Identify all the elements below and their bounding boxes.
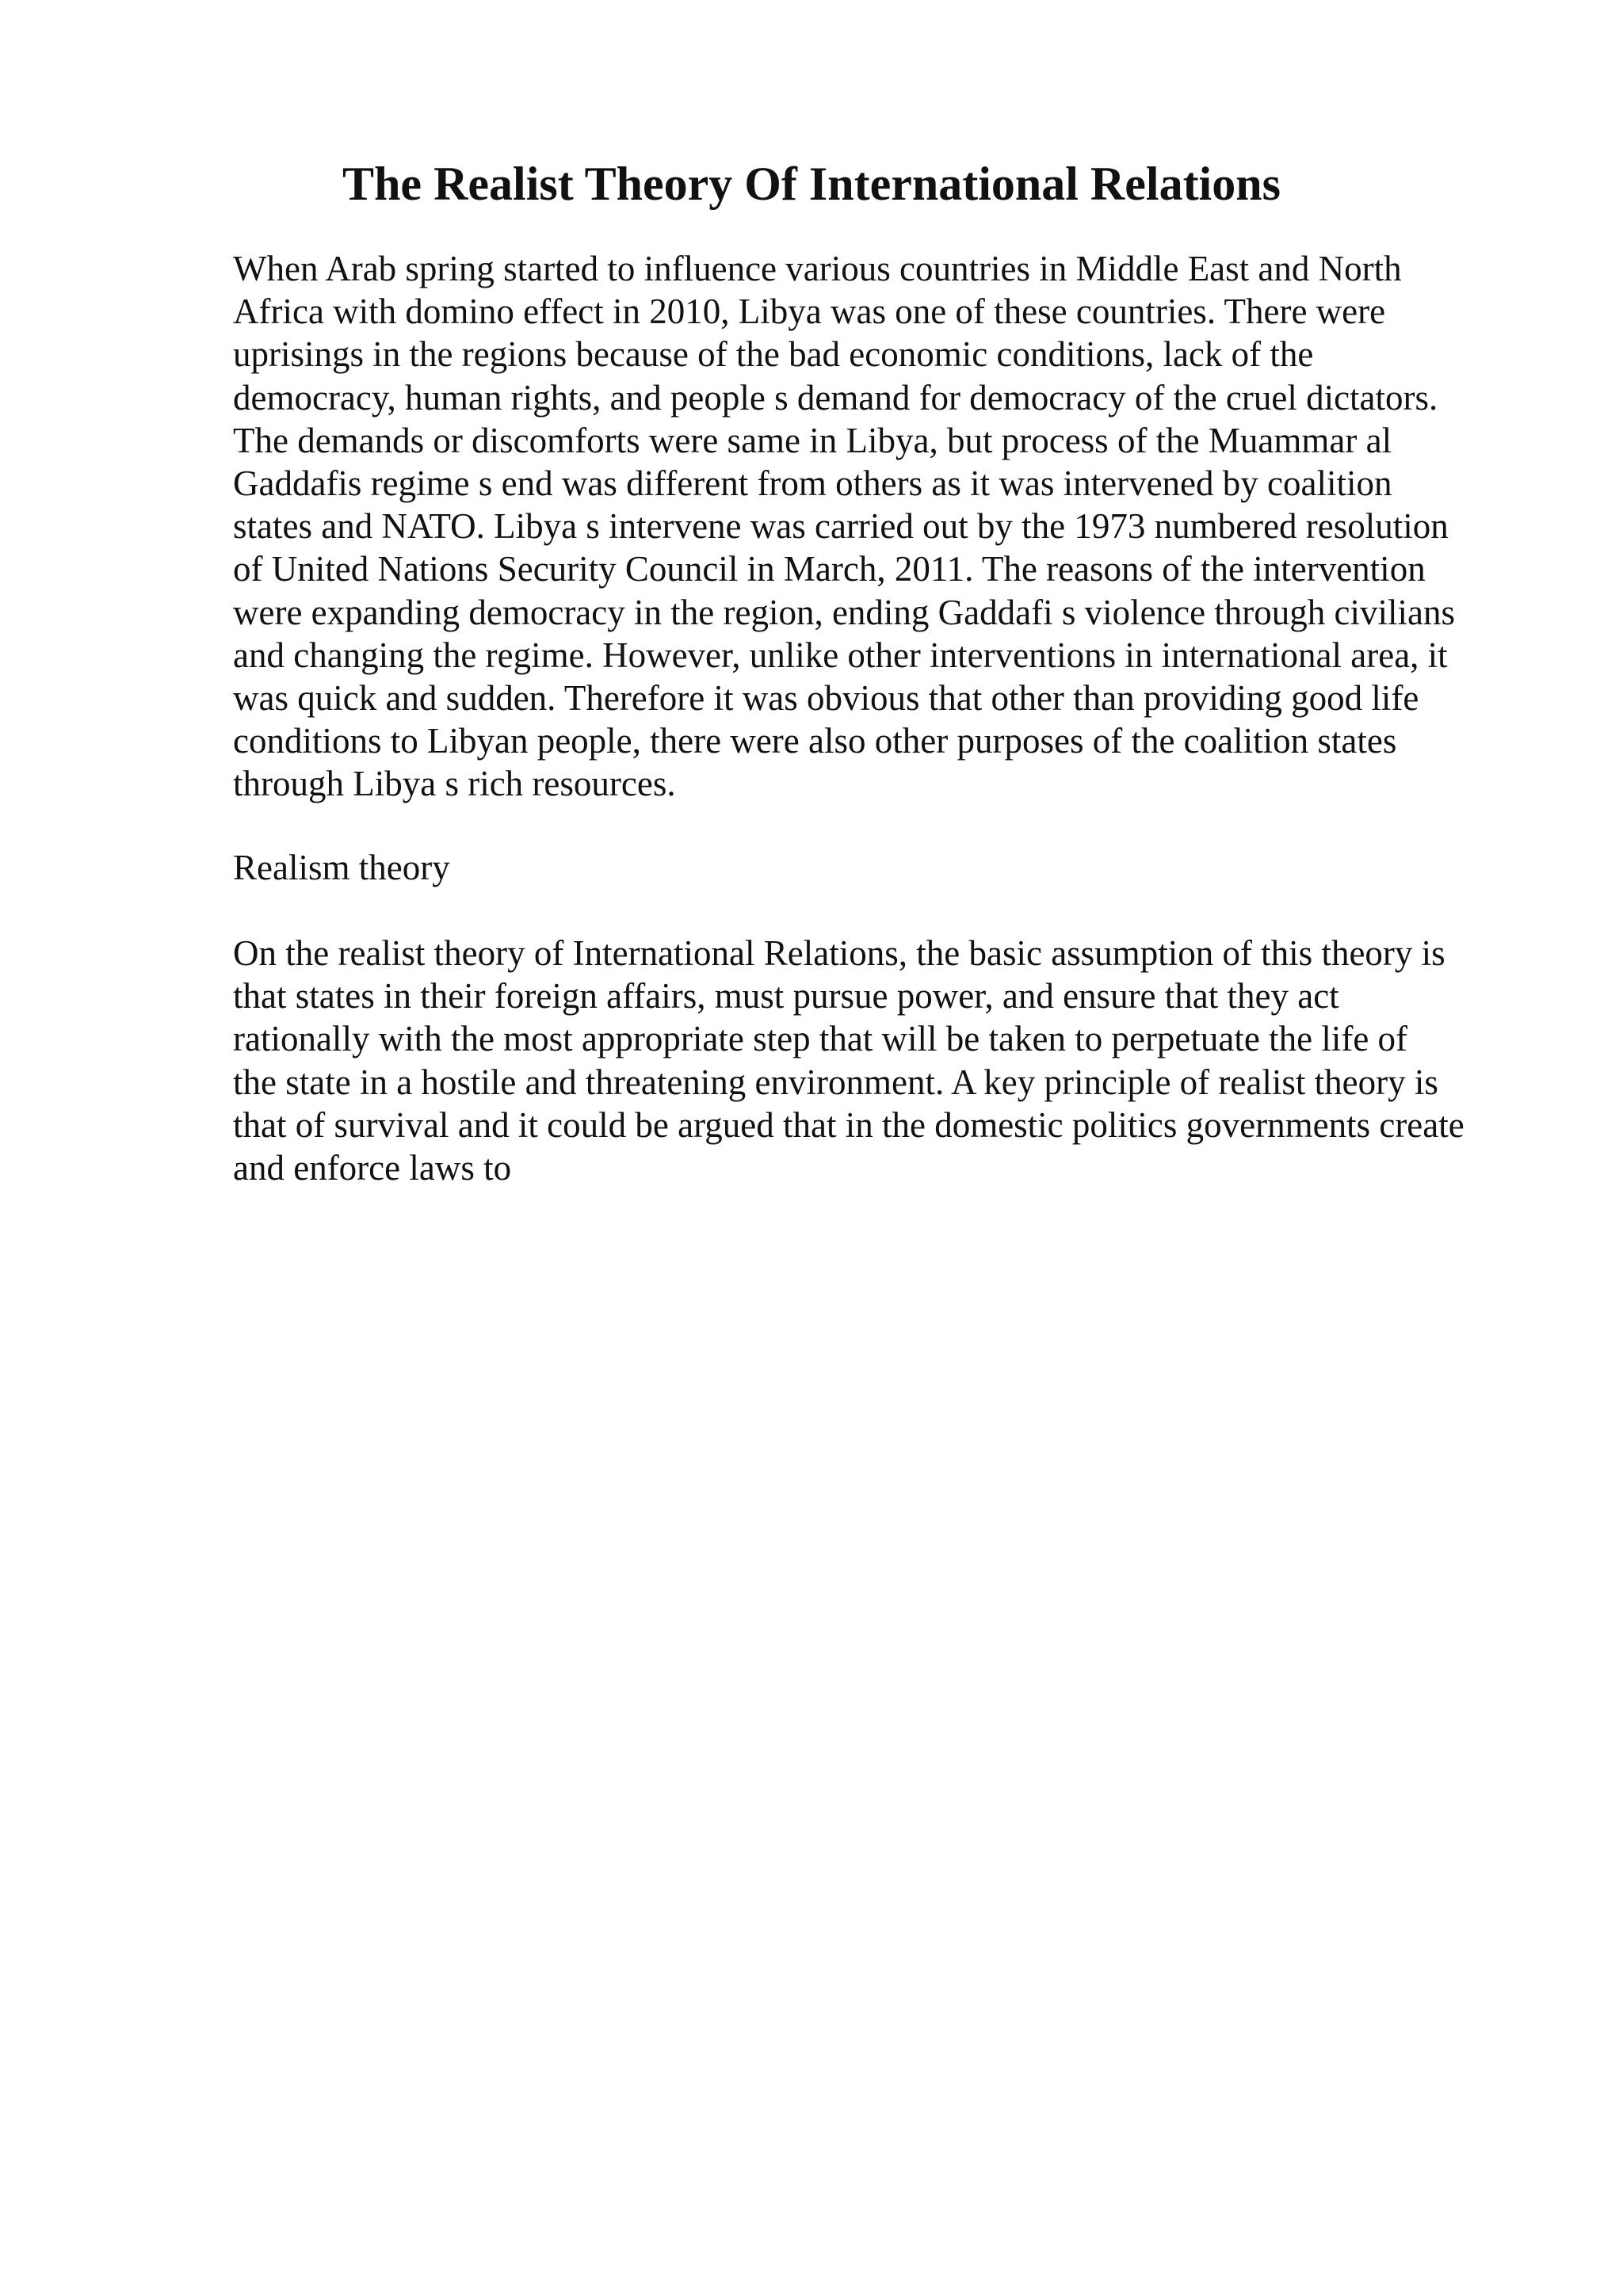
paragraph-line: states and NATO. Libya s intervene was carried out by the 1973 numbered resolution [233,506,1449,547]
document-title: The Realist Theory Of International Relations [342,158,1281,210]
section-heading-text: Realism theory [233,848,450,887]
paragraph-line: and enforce laws to [233,1148,512,1188]
paragraph-line: that states in their foreign affairs, must pursue power, and ensure that they act [233,976,1339,1016]
paragraph-line: When Arab spring started to influence various countries in Middle East and North [233,249,1402,288]
paragraph-line: rationally with the most appropriate step that will be taken to perpetuate the life of [233,1019,1408,1059]
paragraph-line: were expanding democracy in the region, ending Gaddafi s violence through civilians [233,592,1455,632]
section-heading [233,846,1521,889]
paragraph-line: through Libya s rich resources. [233,764,676,804]
paragraph-line: Gaddafis regime s end was different from others as it was intervened by coalition [233,463,1392,504]
paragraph-line: conditions to Libyan people, there were also other purposes of the coalition states [233,721,1397,761]
realism-paragraph [233,932,1521,1189]
paragraph-line: was quick and sudden. Therefore it was obvious that other than providing good life [233,678,1419,719]
paragraph-line: Africa with domino effect in 2010, Libya was one of these countries. There were [233,292,1386,332]
paragraph-line: the state in a hostile and threatening environment. A key principle of realist theory is [233,1062,1438,1102]
paragraph-line: On the realist theory of International Relations, the basic assumption of this theory is [233,933,1445,973]
paragraph-line: of United Nations Security Council in March, 2011. The reasons of the intervention [233,549,1426,589]
paragraph-line: democracy, human rights, and people s demand for democracy of the cruel dictators. [233,377,1438,418]
paragraph-line: that of survival and it could be argued that in the domestic politics governments create [233,1104,1465,1145]
paragraph-line: uprisings in the regions because of the bad economic conditions, lack of the [233,334,1314,375]
paragraph-line: and changing the regime. However, unlike other interventions in international area, it [233,635,1448,675]
intro-paragraph [233,247,1521,806]
paragraph-line: The demands or discomforts were same in Libya, but process of the Muammar al [233,420,1392,460]
